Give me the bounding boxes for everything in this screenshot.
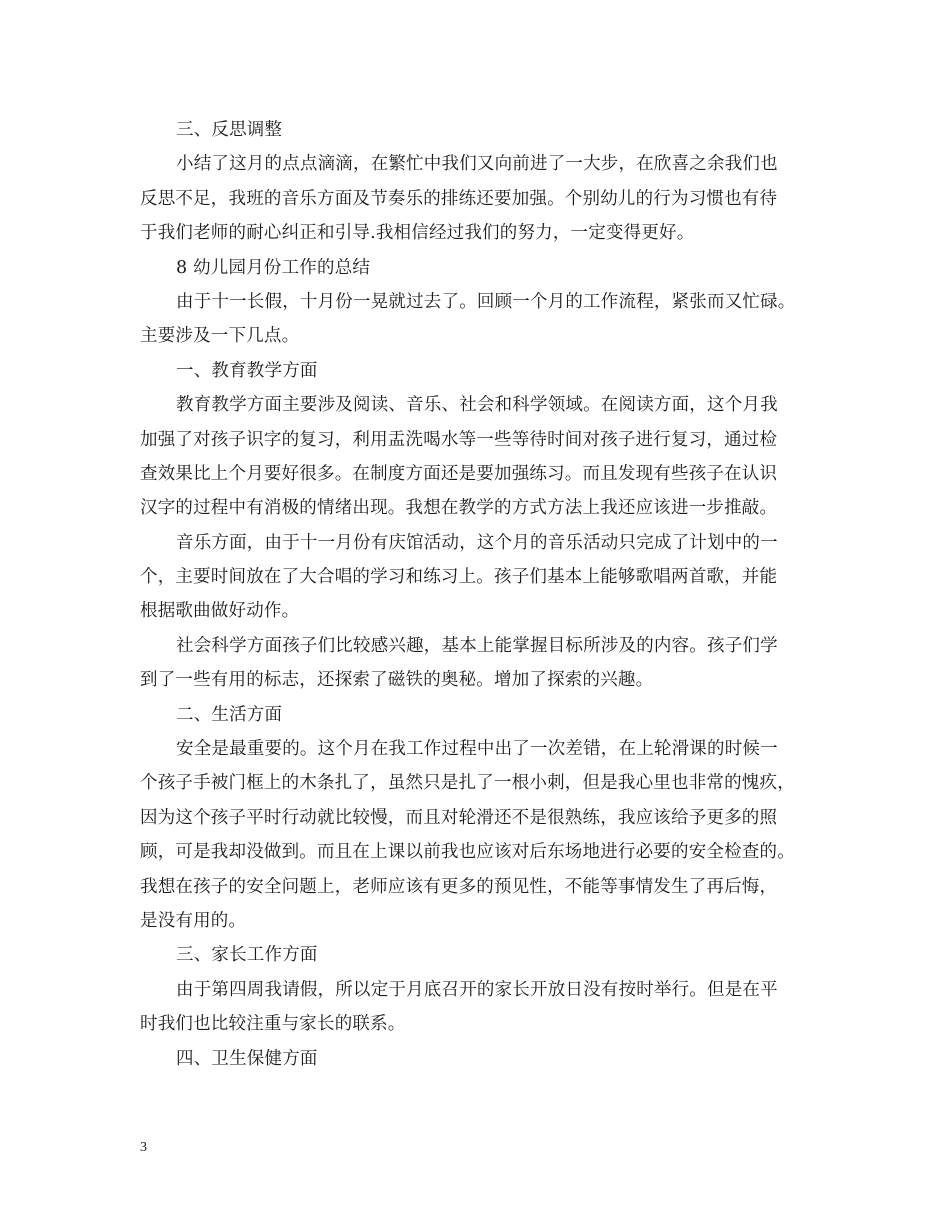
text-line: 二、生活方面 — [176, 704, 283, 725]
text-line: 汉字的过程中有消极的情绪出现。我想在教学的方式方法上我还应该进一步推敲。 — [140, 498, 778, 519]
text-line: 是没有用的。 — [140, 910, 247, 931]
text-line: 四、卫生保健方面 — [176, 1048, 318, 1069]
text-line: 根据歌曲做好动作。 — [140, 601, 300, 622]
text-line: 由于第四周我请假，所以定于月底召开的家长开放日没有按时举行。但是在平 — [176, 979, 778, 1000]
text-line: 顾，可是我却没做到。而且在上课以前我也应该对后东场地进行必要的安全检查的。 — [140, 842, 795, 863]
text-line: 查效果比上个月要好很多。在制度方面还是要加强练习。而且发现有些孩子在认识 — [140, 463, 778, 484]
text-line: 三、反思调整 — [176, 120, 283, 140]
document-body — [140, 113, 815, 1076]
text-line: 因为这个孩子平时行动就比较慢，而且对轮滑还不是很熟练，我应该给予更多的照 — [140, 807, 778, 828]
text-line: 由于十一长假，十月份一晃就过去了。回顾一个月的工作流程，紧张而又忙碌。 — [176, 291, 796, 312]
text-line: 小结了这月的点点滴滴，在繁忙中我们又向前进了一大步，在欣喜之余我们也 — [176, 154, 778, 175]
text-line: 主要涉及一下几点。 — [140, 326, 300, 347]
text-line: 到了一些有用的标志，还探索了磁铁的奥秘。增加了探索的兴趣。 — [140, 670, 654, 691]
text-line: 个孩子手被门框上的木条扎了，虽然只是扎了一根小刺，但是我心里也非常的愧疚， — [140, 773, 795, 794]
text-line: 时我们也比较注重与家长的联系。 — [140, 1014, 406, 1035]
text-line: 于我们老师的耐心纠正和引导.我相信经过我们的努力，一定变得更好。 — [140, 223, 695, 244]
text-line: 安全是最重要的。这个月在我工作过程中出了一次差错，在上轮滑课的时候一 — [176, 739, 778, 760]
text-line: 三、家长工作方面 — [176, 945, 318, 966]
text-line: 一、教育教学方面 — [176, 360, 318, 381]
text-line: 加强了对孩子识字的复习，利用盂洗喝水等一些等待时间对孩子进行复习，通过检 — [140, 429, 778, 450]
text-line: 社会科学方面孩子们比较感兴趣，基本上能掌握目标所涉及的内容。孩子们学 — [176, 635, 778, 656]
text-line: 8 幼儿园月份工作的总结 — [176, 257, 371, 278]
text-line: 反思不足，我班的音乐方面及节奏乐的排练还要加强。个别幼儿的行为习惯也有待 — [140, 188, 778, 209]
text-line: 音乐方面，由于十一月份有庆馆活动，这个月的音乐活动只完成了计划中的一 — [176, 532, 778, 553]
text-line: 个，主要时间放在了大合唱的学习和练习上。孩子们基本上能够歌唱两首歌，并能 — [140, 567, 778, 588]
page-number: 3 — [140, 1140, 147, 1155]
text-line: 教育教学方面主要涉及阅读、音乐、社会和科学领域。在阅读方面，这个月我 — [176, 395, 778, 416]
text-line: 我想在孩子的安全问题上，老师应该有更多的预见性，不能等事情发生了再后悔， — [140, 876, 778, 897]
